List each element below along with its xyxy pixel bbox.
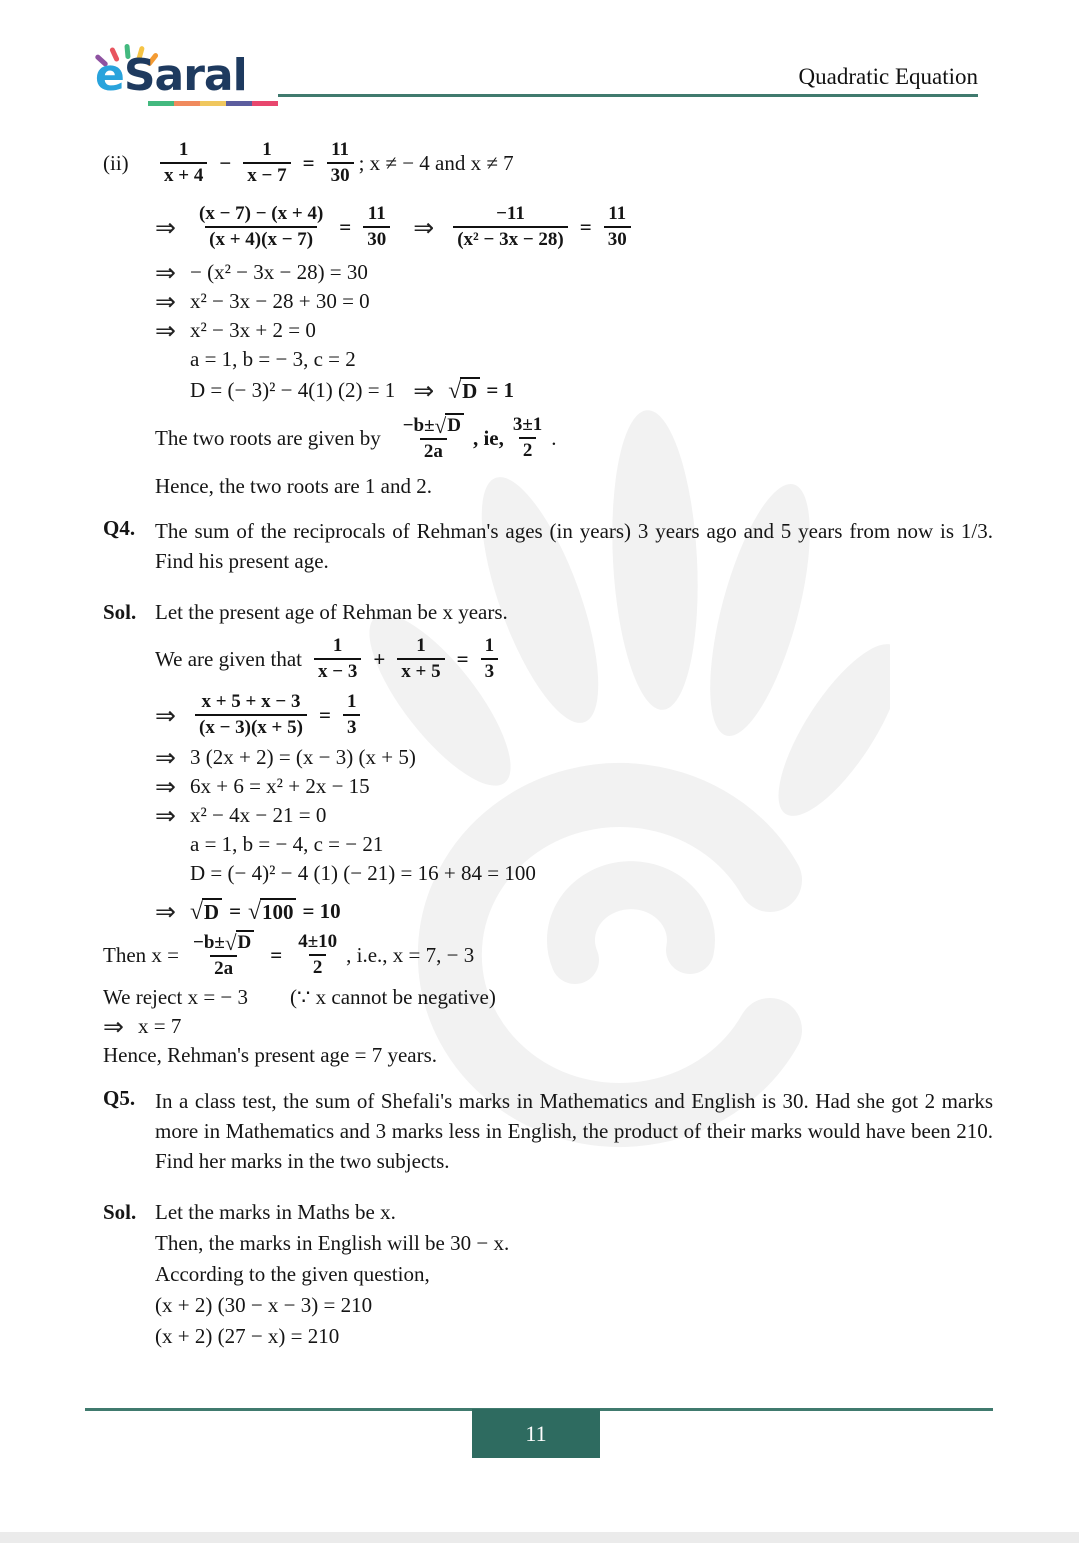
page-content [103, 130, 993, 1352]
fraction: $\frac{(x - 7) - (x + 4)}{(x + 4)(x - 7)}$ [199, 203, 324, 250]
equation-text: (x + 2) (30 − x − 3) = 210 [155, 1293, 373, 1317]
fraction: $\frac{-11}{\text{(x² − 3x − 28)}}$ [453, 203, 568, 251]
equals-operator: = [579, 214, 592, 239]
implies-arrow-icon: ⇒ [413, 212, 435, 242]
equation-text: = 1 [486, 378, 515, 402]
implies-arrow-icon: ⇒ [155, 896, 176, 926]
math-line [103, 196, 993, 258]
math-line [103, 258, 993, 287]
implies-arrow-icon: ⇒ [103, 1012, 124, 1041]
equation-text: x² − 4x − 21 = 0 [190, 803, 327, 827]
math-line [103, 633, 993, 685]
math-line [103, 1259, 993, 1290]
math-line [103, 412, 993, 464]
fraction: $\frac{1}{x + 5}$ [397, 635, 444, 683]
equation-text: x = 7 [138, 1014, 182, 1038]
math-line [103, 1228, 993, 1259]
sentence-text: Let the present age of Rehman be x years. [155, 599, 508, 624]
implies-arrow-icon: ⇒ [155, 316, 176, 345]
header-rule [278, 94, 978, 97]
math-line [103, 136, 993, 190]
math-line [103, 772, 993, 801]
sentence-text: Then, the marks in English will be 30 − x. [155, 1231, 510, 1255]
fraction: $\frac{11}{30}$ [327, 139, 354, 187]
solution-block [103, 1197, 993, 1228]
brand-logo [95, 44, 285, 106]
math-line [103, 1041, 993, 1070]
sqrt-radical: √ 100 [248, 898, 296, 925]
implies-arrow-icon: ⇒ [155, 700, 176, 730]
equals-operator: = [456, 646, 469, 671]
fraction: 1 x − 3 [314, 635, 361, 683]
minus-operator: − [219, 150, 232, 175]
equals-operator: = [302, 150, 315, 175]
equation-text: (x + 2) (27 − x) = 210 [155, 1324, 340, 1348]
math-line [103, 1321, 993, 1352]
sentence-text: Hence, Rehman's present age = 7 years. [103, 1043, 438, 1067]
question-text: In a class test, the sum of Shefali's marks in Mathematics and English is 30. Had she got 2 marks more in Mathematics and 3 marks less in English, the product of their marks would have been 210. Find her marks in the two subjects. [155, 1089, 993, 1173]
sentence-text: Hence, the two roots are 1 and 2. [155, 473, 432, 498]
math-line [103, 345, 993, 374]
question-label: Q5. [103, 1086, 136, 1110]
equals-operator: = [318, 702, 331, 727]
math-line [103, 374, 993, 407]
equation-text: = 10 [302, 898, 341, 923]
math-line [103, 801, 993, 830]
plus-operator: + [373, 646, 386, 671]
equation-text: − (x² − 3x − 28) = 30 [190, 260, 368, 284]
sentence-text: Let the marks in Maths be x. [155, 1200, 396, 1224]
sentence-text: We reject x = − 3 [103, 985, 249, 1009]
brand-name [95, 50, 247, 101]
sqrt-radical: √ D [225, 930, 254, 954]
sentence-text: . [551, 425, 557, 450]
fraction: $\frac{4\pm 10}{2}$ [298, 931, 338, 978]
page-number-badge [472, 1409, 600, 1458]
fraction: −b± √ D 2a [189, 930, 258, 980]
implies-arrow-icon: ⇒ [155, 801, 176, 830]
fraction: $\frac{1}{3}$ [481, 635, 499, 683]
equation-text: a = 1, b = − 4, c = − 21 [190, 832, 384, 856]
condition-text: ; x ≠ − 4 and x ≠ 7 [358, 150, 514, 175]
math-line [103, 471, 993, 501]
brand-underline [148, 101, 278, 106]
fraction: $\frac{1}{x - 7}$ [243, 139, 290, 187]
equals-operator: = [229, 898, 242, 923]
question-block [103, 516, 993, 576]
implies-arrow-icon: ⇒ [155, 772, 176, 801]
equals-operator: = [270, 942, 283, 967]
equation-text: x² − 3x + 2 = 0 [190, 318, 316, 342]
fraction: $\frac{x + 5 + x - 3}{(x - 3)(x + 5)}$ [195, 691, 307, 739]
fraction: $\frac{1}{3}$ [343, 691, 361, 739]
equation-text: 3 (2x + 2) = (x − 3) (x + 5) [190, 745, 416, 769]
page-number: 11 [525, 1420, 547, 1446]
fraction: −b± √ D 2a [399, 413, 468, 463]
equation-text: D = (− 3)² − 4(1) (2) = 1 [190, 378, 396, 402]
page-bottom-edge [0, 1532, 1079, 1543]
math-line [103, 859, 993, 888]
math-line [103, 830, 993, 859]
equation-text: D = (− 4)² − 4 (1) (− 21) = 16 + 84 = 100 [190, 861, 536, 885]
fraction: $\frac{11}{30}$ [363, 203, 390, 251]
math-line [103, 893, 993, 929]
implies-arrow-icon: ⇒ [155, 212, 176, 242]
question-text: The sum of the reciprocals of Rehman's ages (in years) 3 years ago and 5 years from now is 1/3. Find his present age. [155, 519, 993, 573]
implies-arrow-icon: ⇒ [413, 376, 435, 405]
fraction: $\frac{11}{30}$ [604, 203, 631, 251]
sentence-text: (∵ x cannot be negative) [290, 985, 496, 1009]
solution-label: Sol. [103, 1200, 137, 1224]
math-line [103, 743, 993, 772]
question-label: Q4. [103, 516, 136, 540]
sentence-text: We are given that [155, 646, 302, 671]
solution-block [103, 597, 993, 627]
equals-operator: = [339, 214, 352, 239]
brand-letter-e: e [95, 50, 124, 101]
equation-text: a = 1, b = − 3, c = 2 [190, 347, 356, 371]
equation-text: x² − 3x − 28 + 30 = 0 [190, 289, 370, 313]
equation-text: 6x + 6 = x² + 2x − 15 [190, 774, 370, 798]
math-line [103, 316, 993, 345]
math-line [103, 929, 993, 981]
sqrt-radical: √ D [190, 898, 222, 925]
math-line [103, 1290, 993, 1321]
sentence-text: , ie, [472, 425, 504, 450]
chapter-title: Quadratic Equation [798, 64, 978, 89]
math-line [103, 983, 993, 1012]
fraction: 3±1 2 [512, 414, 543, 461]
question-block [103, 1086, 993, 1176]
fraction: 1 x + 4 [160, 139, 207, 187]
math-line [103, 1012, 993, 1041]
implies-arrow-icon: ⇒ [155, 743, 176, 772]
sentence-text: According to the given question, [155, 1262, 430, 1286]
math-line [103, 287, 993, 316]
sentence-text: , i.e., x = 7, − 3 [346, 942, 475, 967]
solution-label: Sol. [103, 599, 137, 624]
sqrt-radical: √ D [435, 413, 464, 437]
sentence-text: Then x = [103, 942, 179, 967]
item-label: (ii) [103, 150, 129, 175]
implies-arrow-icon: ⇒ [155, 287, 176, 316]
sentence-text: The two roots are given by [155, 425, 381, 450]
brand-word: Saral [123, 50, 247, 101]
sqrt-radical: √ D [448, 377, 480, 404]
math-line [103, 687, 993, 743]
implies-arrow-icon: ⇒ [155, 258, 176, 287]
